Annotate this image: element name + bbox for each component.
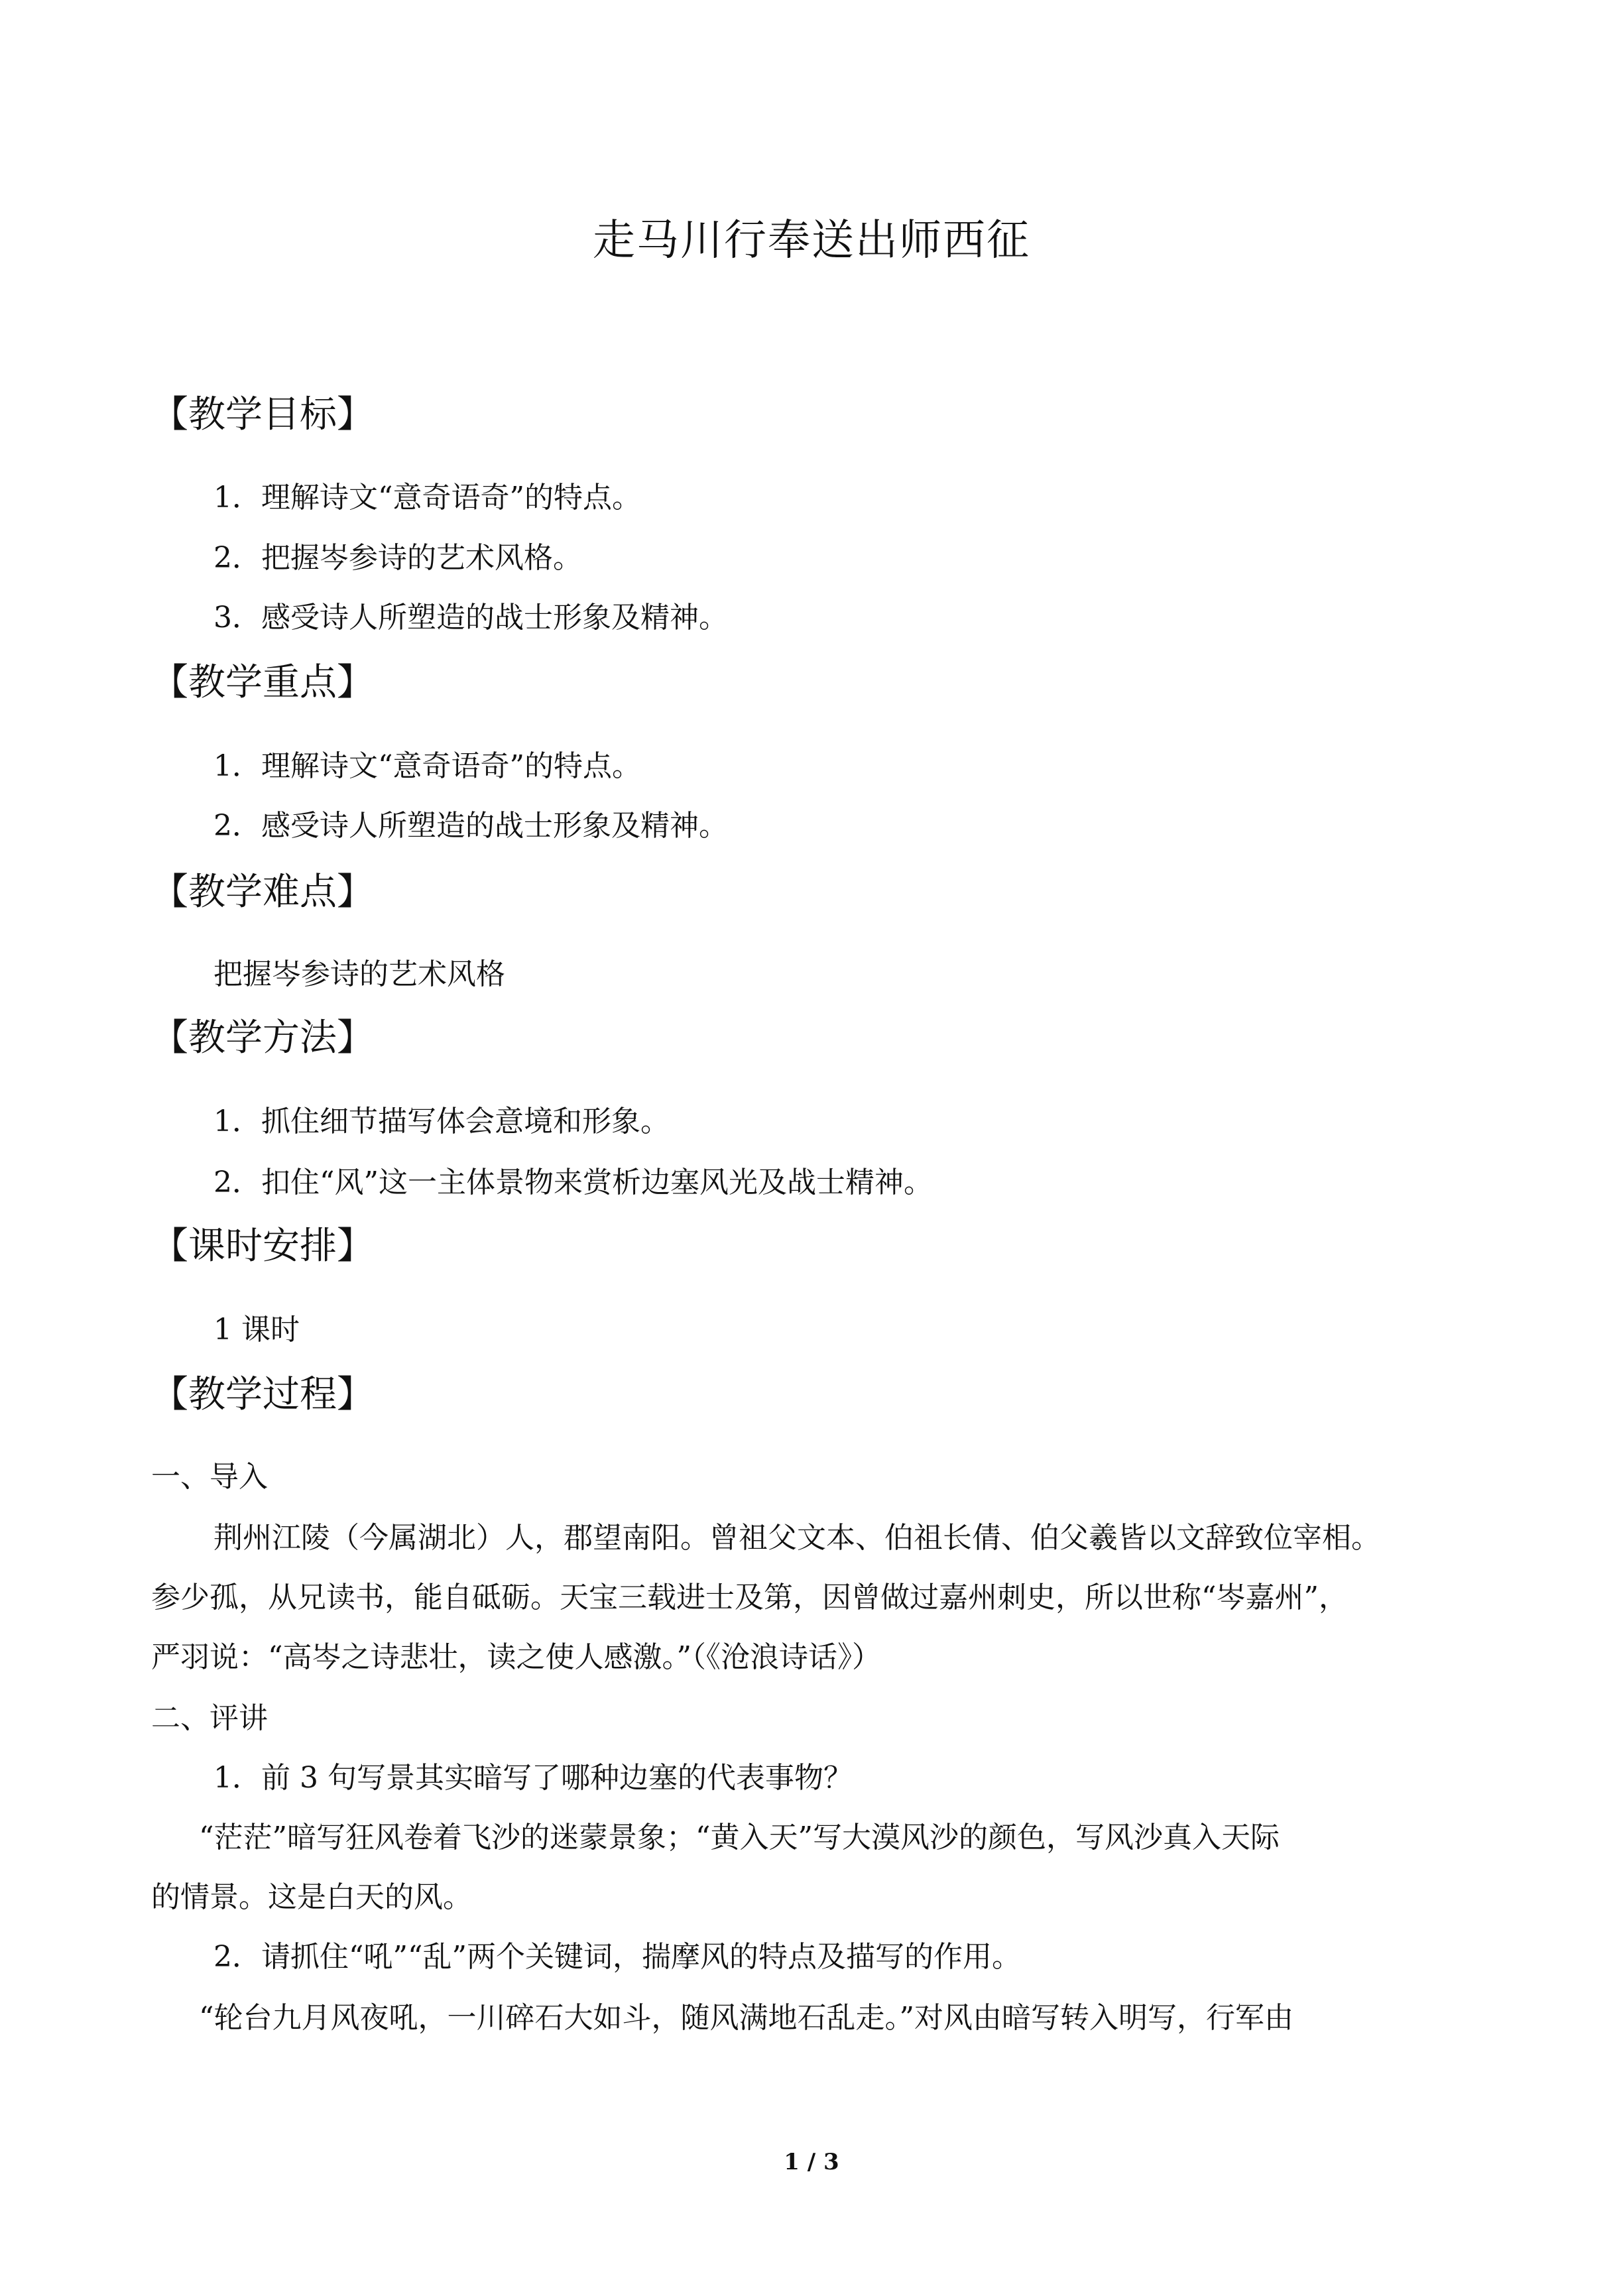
intro-paragraph-line-2: 参少孤，从兄读书，能自砥砺。天宝三载进士及第，因曾做过嘉州刺史，所以世称“岑嘉州”， — [151, 1581, 1348, 1614]
key-point-item-1: 1．理解诗文“意奇语奇”的特点。 — [213, 749, 641, 783]
method-item-1: 1．抓住细节描写体会意境和形象。 — [213, 1105, 670, 1138]
heading-key-points: 【教学重点】 — [151, 661, 374, 704]
review-answer-1-line-1: “茫茫”暗写狂风卷着飞沙的迷蒙景象；“黄入天”写大漠风沙的颜色，写风沙真入天际 — [199, 1821, 1280, 1854]
heading-methods: 【教学方法】 — [151, 1016, 374, 1059]
page-number: 1 / 3 — [784, 2149, 839, 2175]
schedule-text: 1 课时 — [213, 1313, 300, 1347]
review-question-2: 2．请抓住“吼”“乱”两个关键词，揣摩风的特点及描写的作用。 — [213, 1940, 1021, 1974]
review-question-1: 1．前 3 句写景其实暗写了哪种边塞的代表事物？ — [213, 1761, 853, 1795]
process-review-label: 二、评讲 — [151, 1701, 268, 1735]
review-answer-1-line-2: 的情景。这是白天的风。 — [151, 1880, 472, 1914]
heading-objectives: 【教学目标】 — [151, 393, 374, 436]
objective-item-1: 1．理解诗文“意奇语奇”的特点。 — [213, 481, 641, 514]
review-answer-2-line-1: “轮台九月风夜吼，一川碎石大如斗，随风满地石乱走。”对风由暗写转入明写，行军由 — [199, 2001, 1293, 2035]
process-intro-label: 一、导入 — [151, 1460, 268, 1494]
heading-process: 【教学过程】 — [151, 1373, 374, 1416]
heading-schedule: 【课时安排】 — [151, 1225, 374, 1268]
objective-item-3: 3．感受诗人所塑造的战士形象及精神。 — [213, 601, 728, 634]
method-item-2: 2．扣住“风”这一主体景物来赏析边塞风光及战士精神。 — [213, 1166, 933, 1199]
intro-paragraph-line-1: 荆州江陵（今属湖北）人，郡望南阳。曾祖父文本、伯祖长倩、伯父羲皆以文辞致位宰相。 — [213, 1521, 1380, 1555]
document-title: 走马川行奉送出师西征 — [593, 216, 1030, 265]
intro-paragraph-line-3: 严羽说：“高岑之诗悲壮，读之使人感激。”（《沧浪诗话》） — [151, 1640, 881, 1674]
heading-difficulties: 【教学难点】 — [151, 871, 374, 914]
key-point-item-2: 2．感受诗人所塑造的战士形象及精神。 — [213, 809, 728, 843]
objective-item-2: 2．把握岑参诗的艺术风格。 — [213, 541, 582, 575]
difficulty-text: 把握岑参诗的艺术风格 — [213, 957, 505, 991]
